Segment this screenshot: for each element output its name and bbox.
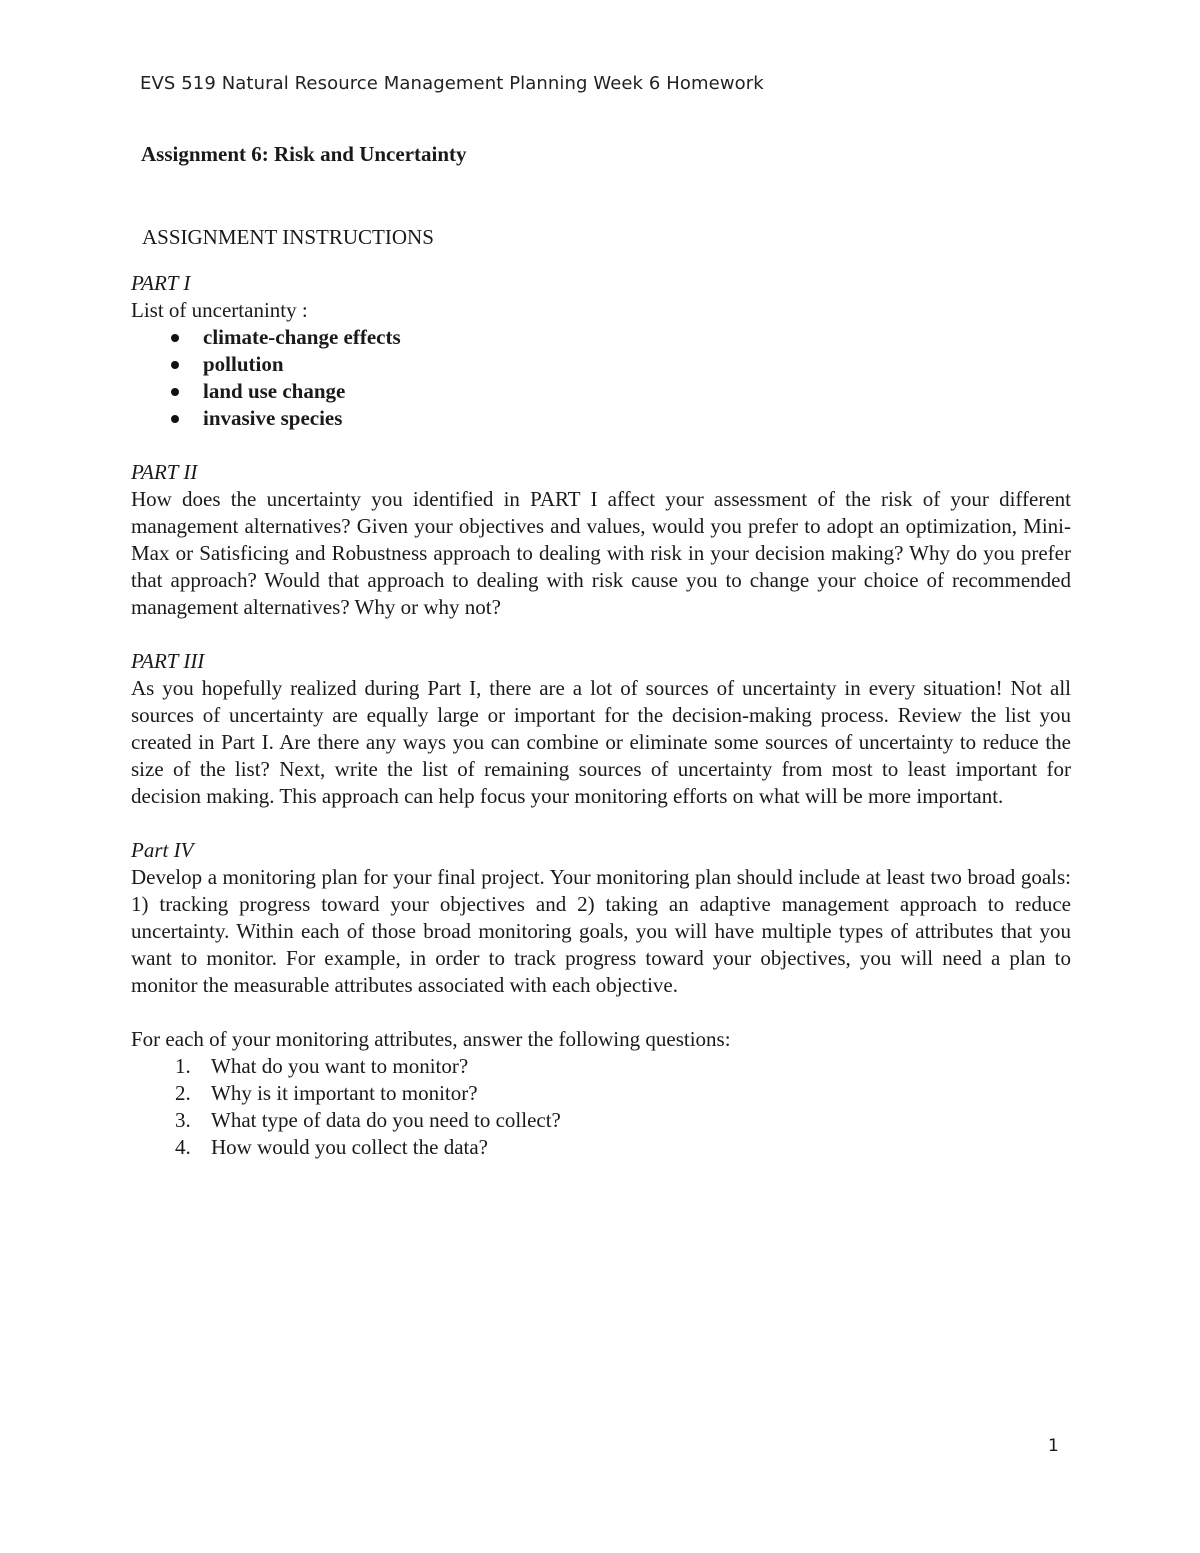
- list-item-text: What do you want to monitor?: [211, 1054, 469, 1078]
- questions-intro: For each of your monitoring attributes, answer the following questions:: [131, 1027, 731, 1051]
- part2-text: How does the uncertainty you identified in PART I affect your assessment of the risk of your different management alternatives? Given your objectives and values, would you prefer to adopt an optimization, Mini-Max or Satisficing and Robustness approach to dealing with risk in your decision making? Why do you prefer that approach? Would that approach to dealing with risk cause you to change your choice of recommended management alternatives? Why or why not?: [131, 487, 1071, 619]
- spacer: [131, 810, 1071, 837]
- spacer: [131, 432, 1071, 459]
- list-item-text: Why is it important to monitor?: [211, 1081, 478, 1105]
- list-item: [131, 1134, 1071, 1161]
- list-item-text: land use change: [203, 379, 346, 403]
- list-item: [131, 378, 1071, 405]
- document-body: [131, 270, 1071, 1161]
- list-number: 4.: [175, 1135, 191, 1159]
- list-item: [131, 1107, 1071, 1134]
- part1-intro: List of uncertaninty :: [131, 298, 308, 322]
- list-item-text: climate-change effects: [203, 325, 401, 349]
- list-item-text: What type of data do you need to collect?: [211, 1108, 561, 1132]
- bullet-dot-icon: [171, 361, 179, 369]
- list-item-text: invasive species: [203, 406, 343, 430]
- spacer: [131, 999, 1071, 1026]
- page-header: EVS 519 Natural Resource Management Planning Week 6 Homework: [140, 73, 764, 94]
- part1-label: PART I: [131, 271, 191, 295]
- part3-text: As you hopefully realized during Part I, there are a lot of sources of uncertainty in every situation! Not all sources of uncertainty are equally large or important for the decision-making process. Review the list you created in Part I. Are there any ways you can combine or eliminate some sources of uncertainty to reduce the size of the list? Next, write the list of remaining sources of uncertainty from most to least important for decision making. This approach can help focus your monitoring efforts on what will be more important.: [131, 676, 1071, 808]
- list-number: 1.: [175, 1054, 191, 1078]
- bullet-dot-icon: [171, 334, 179, 342]
- list-number: 2.: [175, 1081, 191, 1105]
- part4-text: Develop a monitoring plan for your final project. Your monitoring plan should include at least two broad goals: 1) tracking progress toward your objectives and 2) taking an adaptive management approach to reduce uncertainty. Within each of those broad monitoring goals, you will have multiple types of attributes that you want to monitor. For example, in order to track progress toward your objectives, you will need a plan to monitor the measurable attributes associated with each objective.: [131, 865, 1071, 997]
- list-number: 3.: [175, 1108, 191, 1132]
- assignment-title: Assignment 6: Risk and Uncertainty: [141, 142, 467, 166]
- bullet-dot-icon: [171, 415, 179, 423]
- questions-list: [131, 1053, 1071, 1161]
- part4-label: Part IV: [131, 838, 194, 862]
- instructions-heading: ASSIGNMENT INSTRUCTIONS: [142, 225, 434, 249]
- list-item: [131, 405, 1071, 432]
- part2-label: PART II: [131, 460, 198, 484]
- part3-label: PART III: [131, 649, 205, 673]
- list-item: [131, 1053, 1071, 1080]
- bullet-dot-icon: [171, 388, 179, 396]
- list-item: [131, 351, 1071, 378]
- uncertainty-list: [131, 324, 1071, 432]
- list-item: [131, 1080, 1071, 1107]
- list-item-text: How would you collect the data?: [211, 1135, 488, 1159]
- page-number: 1: [1048, 1436, 1059, 1456]
- list-item-text: pollution: [203, 352, 284, 376]
- list-item: [131, 324, 1071, 351]
- spacer: [131, 621, 1071, 648]
